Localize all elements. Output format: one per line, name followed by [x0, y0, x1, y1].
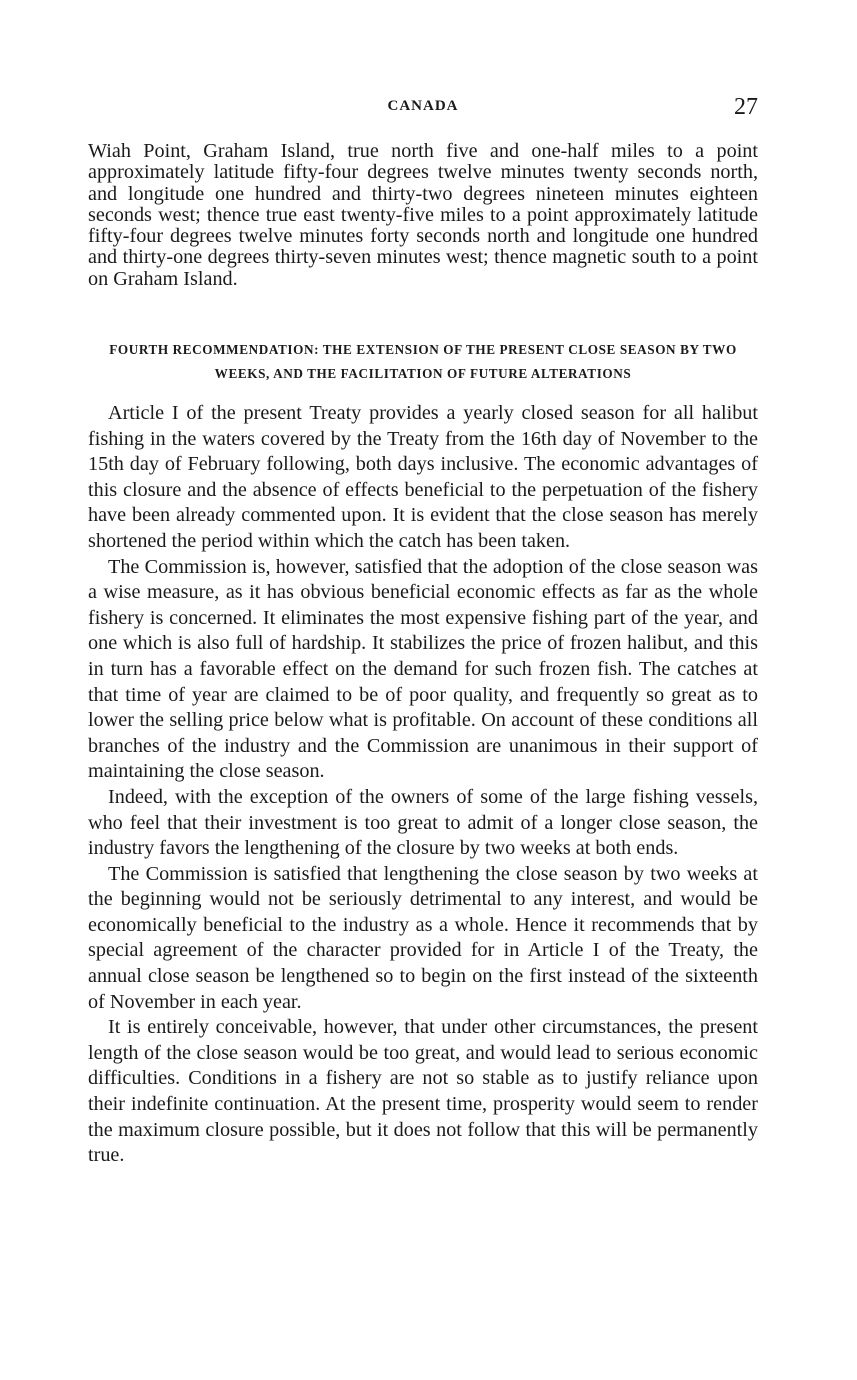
paragraph: The Commission is, however, satisfied that the adoption of the close season was a wise measure, as it has obvious beneficial economic effects as far as the whole fishery is concerned. It eliminates the most expensive fishing part of the year, and one which is also full of hardship. It stabilizes the price of frozen halibut, and this in turn has a favorable effect on the demand for such frozen fish. The catches at that time of year are claimed to be of poor quality, and frequently so great as to lower the selling price below what is profitable. On account of these conditions all branches of the industry and the Commission are unanimous in their support of maintaining the close season.	[88, 555, 758, 783]
section-heading: FOURTH RECOMMENDATION: THE EXTENSION OF THE PRESENT CLOSE SEASON BY TWO WEEKS, AND THE FACILITATION OF FUTURE ALTERATIONS	[109, 342, 737, 381]
running-head: CANADA	[387, 98, 459, 114]
page-header	[88, 94, 758, 124]
paragraph: Indeed, with the exception of the owners of some of the large fishing vessels, who feel that their investment is too great to admit of a longer close season, the industry favors the lengthening of the closure by two weeks at both ends.	[88, 785, 758, 860]
paragraph: The Commission is satisfied that lengthening the close season by two weeks at the beginning would not be seriously detrimental to any interest, and would be economically beneficial to the industry as a whole. Hence it recommends that by special agreement of the character provided for in Article I of the Treaty, the annual close season be lengthened so to begin on the first instead of the sixteenth of November in each year.	[88, 862, 758, 1013]
body-text	[88, 401, 758, 1169]
continued-paragraph: Wiah Point, Graham Island, true north five and one-half miles to a point approximately latitude fifty-four degrees twelve minutes twenty seconds north, and longitude one hundred and thirty-two degrees nineteen minutes eighteen seconds west; thence true east twenty-five miles to a point approximately latitude fifty-four degrees twelve minutes forty seconds north and longitude one hundred and thirty-one degrees thirty-seven minutes west; thence magnetic south to a point on Graham Island.	[88, 140, 758, 290]
paragraph: Article I of the present Treaty provides a yearly closed season for all halibut fishing in the waters covered by the Treaty from the 16th day of November to the 15th day of February following, both days inclusive. The economic advantages of this closure and the absence of effects beneficial to the perpetuation of the fishery have been already commented upon. It is evident that the close season has merely shortened the period within which the catch has been taken.	[88, 402, 758, 552]
page-number: 27	[734, 94, 758, 120]
paragraph: It is entirely conceivable, however, that under other circumstances, the present length of the close season would be too great, and would lead to serious economic difficulties. Conditions in a fishery are not so stable as to justify reliance upon their indefinite continuation. At the present time, prosperity would seem to render the maximum closure possible, but it does not follow that this will be permanently true.	[88, 1016, 758, 1167]
